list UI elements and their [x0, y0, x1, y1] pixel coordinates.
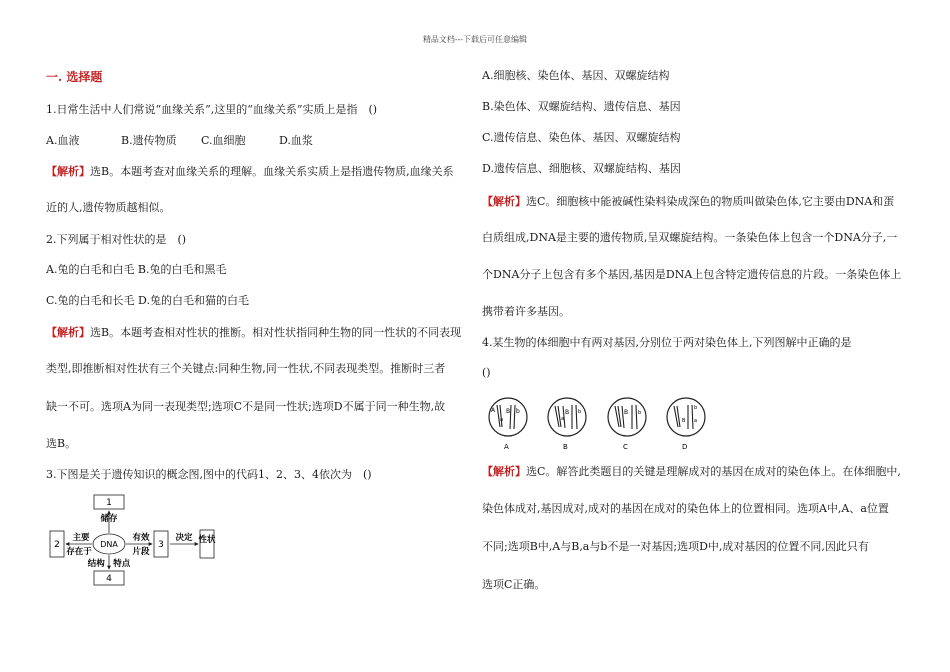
section-title: 一. 选择题 — [46, 70, 103, 84]
q3-option-c: C.遗传信息、染色体、基因、双螺旋结构 — [482, 131, 681, 144]
label-decide: 决定 — [175, 533, 193, 543]
analysis-tag: 【解析】 — [482, 195, 526, 208]
analysis-text: 选B。本题考查对血缘关系的理解。血缘关系实质上是指遗传物质,血缘关系 — [90, 165, 454, 178]
svg-text:a: a — [561, 416, 565, 422]
svg-text:a: a — [694, 418, 698, 424]
analysis-text: 选C。细胞核中能被碱性染料染成深色的物质叫做染色体,它主要由DNA和蛋 — [526, 195, 895, 208]
svg-text:b: b — [638, 410, 642, 416]
analysis-text: 选B。本题考查相对性状的推断。相对性状指同种生物的同一性状的不同表现 — [90, 326, 462, 339]
analysis-tag: 【解析】 — [46, 165, 90, 178]
cell-b — [548, 398, 586, 451]
q3-option-b: B.染色体、双螺旋结构、遗传信息、基因 — [482, 100, 681, 113]
analysis-text: 选C。解答此类题目的关键是理解成对的基因在成对的染色体上。在体细胞中, — [526, 465, 901, 478]
q4-analysis-line-4: 选项C正确。 — [482, 578, 546, 591]
svg-text:A: A — [491, 407, 496, 414]
q1-analysis-line-2: 近的人,遗传物质越相似。 — [46, 201, 171, 214]
svg-text:b: b — [694, 405, 698, 411]
label-trait-1: 性状 — [198, 535, 216, 545]
cell-c — [608, 398, 646, 451]
label-main: 主要 — [72, 533, 90, 543]
svg-text:B: B — [565, 409, 570, 416]
q4-stem: 4.某生物的体细胞中有两对基因,分别位于两对染色体上,下列图解中正确的是 — [482, 336, 852, 349]
label-store: 储存 — [100, 514, 118, 524]
q2-analysis-line-3: 缺一不可。选项A为同一表现类型;选项C不是同一性状;选项D不属于同一种生物,故 — [46, 400, 446, 413]
q2-options-cd: C.兔的白毛和长毛 D.兔的白毛和猫的白毛 — [46, 294, 249, 307]
box-4-label: 4 — [106, 574, 112, 584]
label-segment: 片段 — [132, 547, 150, 557]
q3-analysis-line-3: 个DNA分子上包含有多个基因,基因是DNA上包含特定遗传信息的片段。一条染色体上 — [482, 268, 902, 281]
q3-option-a: A.细胞核、染色体、基因、双螺旋结构 — [482, 69, 670, 82]
q1-option-d: D.血浆 — [279, 134, 313, 147]
dna-label: DNA — [100, 540, 118, 549]
q2-analysis-line-1 — [46, 326, 461, 340]
svg-text:B: B — [624, 409, 629, 416]
q4-analysis-line-1 — [482, 465, 901, 479]
q1-option-c: C.血细胞 — [201, 134, 246, 147]
cell-a-label: A — [504, 443, 509, 451]
q1-analysis-line-1 — [46, 165, 454, 179]
cell-d — [667, 398, 705, 451]
q2-analysis-line-2: 类型,即推断相对性状有三个关键点:同种生物,同一性状,不同表现类型。推断时三者 — [46, 362, 446, 375]
q3-analysis-line-4: 携带着许多基因。 — [482, 305, 570, 318]
concept-map-diagram — [48, 492, 228, 588]
q3-analysis-line-1 — [482, 195, 894, 209]
svg-text:B: B — [682, 418, 686, 424]
box-2-label: 2 — [54, 540, 60, 550]
cell-c-label: C — [623, 443, 628, 451]
box-1-label: 1 — [106, 498, 112, 508]
label-located-in: 存在于 — [66, 547, 92, 557]
q4-analysis-line-2: 染色体成对,基因成对,成对的基因在成对的染色体上的位置相同。选项A中,A、a位置 — [482, 502, 889, 515]
analysis-tag: 【解析】 — [46, 326, 90, 339]
q2-stem: 2.下列属于相对性状的是 () — [46, 233, 187, 246]
q3-analysis-line-2: 白质组成,DNA是主要的遗传物质,呈双螺旋结构。一条染色体上包含一个DNA分子,一 — [482, 231, 898, 244]
svg-text:a: a — [500, 417, 504, 423]
cell-b-label: B — [563, 443, 568, 451]
q4-analysis-line-3: 不同;选项B中,A与B,a与b不是一对基因;选项D中,成对基因的位置不同,因此只有 — [482, 540, 869, 553]
svg-text:b: b — [516, 408, 520, 415]
analysis-tag: 【解析】 — [482, 465, 526, 478]
cell-a — [489, 398, 527, 451]
label-structure-feature: 结构 特点 — [87, 559, 131, 569]
q3-stem: 3.下图是关于遗传知识的概念图,图中的代码1、2、3、4依次为 () — [46, 468, 372, 481]
q1-option-b: B.遗传物质 — [121, 134, 177, 147]
q2-analysis-line-4: 选B。 — [46, 437, 77, 450]
svg-text:b: b — [578, 409, 582, 415]
label-effective: 有效 — [132, 533, 150, 543]
q2-options-ab: A.兔的白毛和白毛 B.兔的白毛和黑毛 — [46, 263, 227, 276]
q4-paren: () — [482, 366, 491, 379]
q1-stem: 1.日常生活中人们常说“血缘关系”,这里的“血缘关系”实质上是指 () — [46, 103, 378, 116]
box-3-label: 3 — [158, 540, 164, 550]
page-header: 精品文档---下载后可任意编辑 — [422, 35, 528, 44]
q1-option-a: A.血液 — [46, 134, 80, 147]
svg-text:B: B — [506, 408, 511, 415]
q3-option-d: D.遗传信息、细胞核、双螺旋结构、基因 — [482, 162, 681, 175]
chromosome-cells — [482, 393, 722, 453]
cell-d-label: D — [682, 443, 688, 451]
